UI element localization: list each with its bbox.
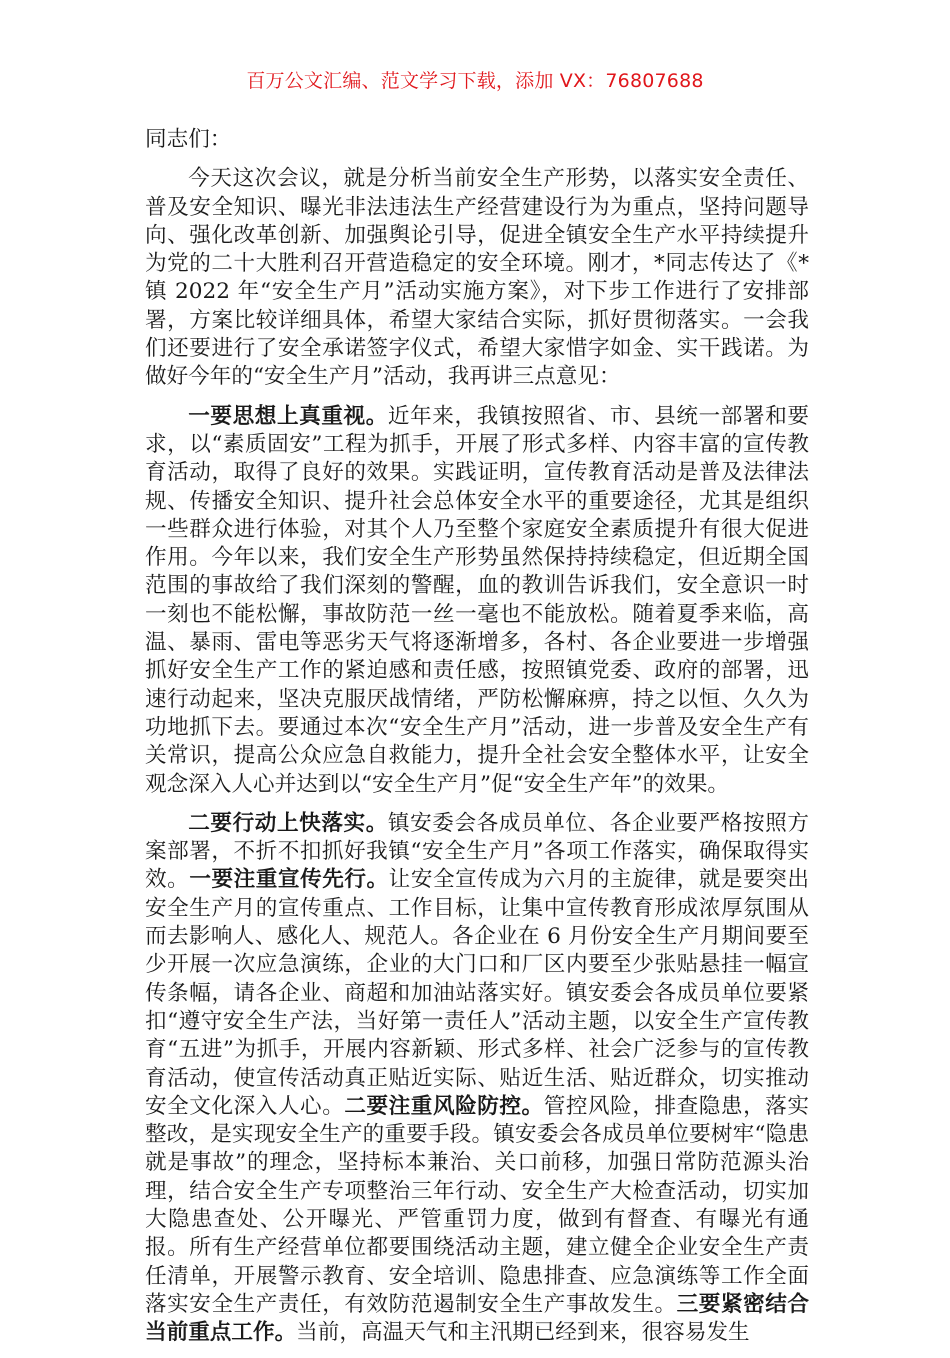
point-heading: 一要思想上真重视。: [188, 403, 388, 429]
paragraph-intro: [145, 165, 809, 391]
paragraph-text: 镇安委会各成员单位、各企业要严格按照方案部署，不折不扣抓好我镇“安全生产月”各项工作落实，确保取得实效。: [145, 810, 809, 893]
watermark-header: 百万公文汇编、范文学习下载，添加 VX：76807688: [246, 70, 704, 92]
salutation: 同志们：: [145, 127, 232, 152]
paragraph-point-1: [145, 403, 809, 799]
sub-point-heading: 三要紧密结合当前重点工作。: [145, 1291, 809, 1346]
sub-point-heading: 一要注重宣传先行。: [189, 867, 389, 893]
paragraph-text: 让安全宣传成为六月的主旋律，就是要突出安全生产月的宣传重点、工作目标，让集中宣传教育形成浓厚氛围从而去影响人、感化人、规范人。各企业在 6 月份安全生产月期间要至少开展一次应急演练，企业的大门口和厂区内要至少张贴悬挂一幅宣传条幅，请各企业、商超和加油站落实好。镇安委会各成员单位要紧扣“遵守安全生产法，当好第一责任人”活动主题，以安全生产宣传教育“五进”为抓手，开展内容新颖、形式多样、社会广泛参与的宣传教育活动，使宣传活动真正贴近实际、贴近生活、贴近群众，切实推动安全文化深入人心。: [145, 867, 809, 1119]
paragraph-text: 管控风险，排查隐患，落实整改，是实现安全生产的重要手段。镇安委会各成员单位要树牢“隐患就是事故”的理念，坚持标本兼治、关口前移，加强日常防范源头治理，结合安全生产专项整治三年行动、安全生产大检查活动，切实加大隐患查处、公开曝光、严管重罚力度，做到有督查、有曝光有通报。所有生产经营单位都要围绕活动主题，建立健全企业安全生产责任清单，开展警示教育、安全培训、隐患排查、应急演练等工作全面落实安全生产责任，有效防范遏制安全生产事故发生。: [145, 1093, 809, 1317]
paragraph-text: 近年来，我镇按照省、市、县统一部署和要求，以“素质固安”工程为抓手，开展了形式多样、内容丰富的宣传教育活动，取得了良好的效果。实践证明，宣传教育活动是普及法律法规、传播安全知识、提升社会总体安全水平的重要途径，尤其是组织一些群众进行体验，对其个人乃至整个家庭安全素质提升有很大促进作用。今年以来，我们安全生产形势虽然保持持续稳定，但近期全国范围的事故给了我们深刻的警醒，血的教训告诉我们，安全意识一时一刻也不能松懈，事故防范一丝一毫也不能放松。随着夏季来临，高温、暴雨、雷电等恶劣天气将逐渐增多，各村、各企业要进一步增强抓好安全生产工作的紧迫感和责任感，按照镇党委、政府的部署，迅速行动起来，坚决克服厌战情绪，严防松懈麻痹，持之以恒、久久为功地抓下去。要通过本次“安全生产月”活动，进一步普及安全生产有关常识，提高公众应急自救能力，提升全社会安全整体水平，让安全观念深入人心并达到以“安全生产月”促“安全生产年”的效果。: [145, 403, 809, 797]
paragraph-text: 今天这次会议，就是分析当前安全生产形势，以落实安全责任、普及安全知识、曝光非法违法生产经营建设行为为重点，坚持问题导向、强化改革创新、加强舆论引导，促进全镇安全生产水平持续提升为党的二十大胜利召开营造稳定的安全环境。刚才，*同志传达了《*镇 2022 年“安全生产月”活动实施方案》，对下步工作进行了安排部署，方案比较详细具体，希望大家结合实际，抓好贯彻落实。一会我们还要进行了安全承诺签字仪式，希望大家惜字如金、实干践诺。为做好今年的“安全生产月”活动，我再讲三点意见：: [145, 166, 809, 390]
paragraph-point-2: [145, 810, 809, 1348]
document-body: [145, 126, 809, 1358]
paragraph-text: 当前，高温天气和主汛期已经到来，很容易发生: [296, 1320, 750, 1346]
point-heading: 二要行动上快落实。: [188, 810, 388, 836]
sub-point-heading: 二要注重风险防控。: [344, 1093, 544, 1119]
